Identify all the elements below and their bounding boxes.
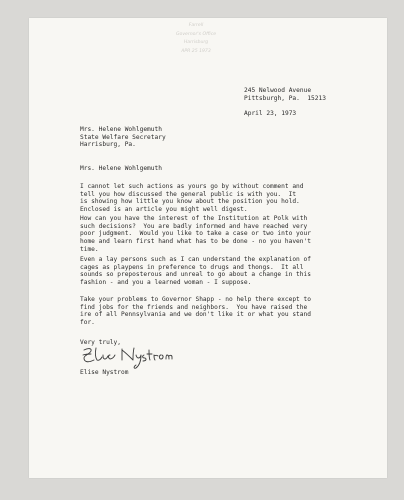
stamp-line: Governor's Office [175,31,217,37]
body-paragraph [80,215,311,254]
paragraph-line: home and learn first hand what has to be done - no you haven't [80,238,311,246]
inside-address-line: Mrs. Helene Wohlgemuth [80,126,162,133]
signature-stroke [122,348,134,360]
body-paragraph [80,256,311,287]
paragraph-line: find jobs for the friends and neighbors. You have raised the [80,303,308,311]
received-stamp [165,22,227,72]
signature-stroke [166,355,172,359]
paragraph-line: ire of all Pennsylvania and we don't like it or what you stand [80,311,311,319]
signature-stroke [84,349,94,362]
paragraph-line: for. [80,319,95,327]
paragraph-line: time. [80,245,99,253]
signature-stroke [154,355,158,360]
signature-stroke [147,350,152,360]
closing: Very truly, [80,339,121,346]
sender-address-line: Pittsburgh, Pa. 15213 [244,94,326,102]
signature-stroke [160,355,164,359]
paragraph-line: Even a lay persons such as I can understand the explanation of [80,256,311,263]
paragraph-line: cages as playpens in preference to drugs and thongs. It all [80,263,304,271]
signature-stroke [103,355,108,359]
sender-address [244,87,326,102]
body-paragraph [80,183,304,214]
stamp-line: Harrisburg [183,40,209,45]
handwritten-signature [78,344,178,372]
signature-stroke [134,355,141,368]
body-paragraph [80,296,311,327]
signature-stroke [95,348,102,360]
sender-address-line: 245 Nelwood Avenue [244,87,312,94]
paragraph-line: such decisions? You are badly informed and have reached very [80,222,308,230]
paragraph-line: Enclosed is an article you might well digest. [80,206,248,214]
salutation: Mrs. Helene Wohlgemuth [80,165,162,172]
signature-stroke [109,355,116,359]
paragraph-line: is showing how little you know about the position you hold. [80,198,300,206]
stamp-line: APR 25 1973 [181,48,211,54]
paragraph-line: fashion - and you a learned woman - I suppose. [80,279,252,287]
paragraph-line: Take your problems to Governor Shapp - no help there except to [80,296,311,303]
paragraph-line: How can you have the interest of the Institution at Polk with [80,215,308,222]
stamp-line: Farrell [188,23,204,28]
letter-date: April 23, 1973 [244,110,297,117]
paragraph-line: tell you how discussed the general public is with you. It [80,190,297,198]
inside-address-line: State Welfare Secretary [80,133,166,141]
typed-name: Elise Nystrom [80,369,129,376]
inside-address [80,126,166,149]
signature-stroke [143,355,146,361]
paragraph-line: poor judgment. Would you like to take a case or two into your [80,230,311,238]
paragraph-line: I cannot let such actions as yours go by without comment and [80,183,304,190]
inside-address-line: Harrisburg, Pa. [80,141,136,149]
paragraph-line: sounds so preposterous and unreal to go about a change in this [80,271,311,279]
